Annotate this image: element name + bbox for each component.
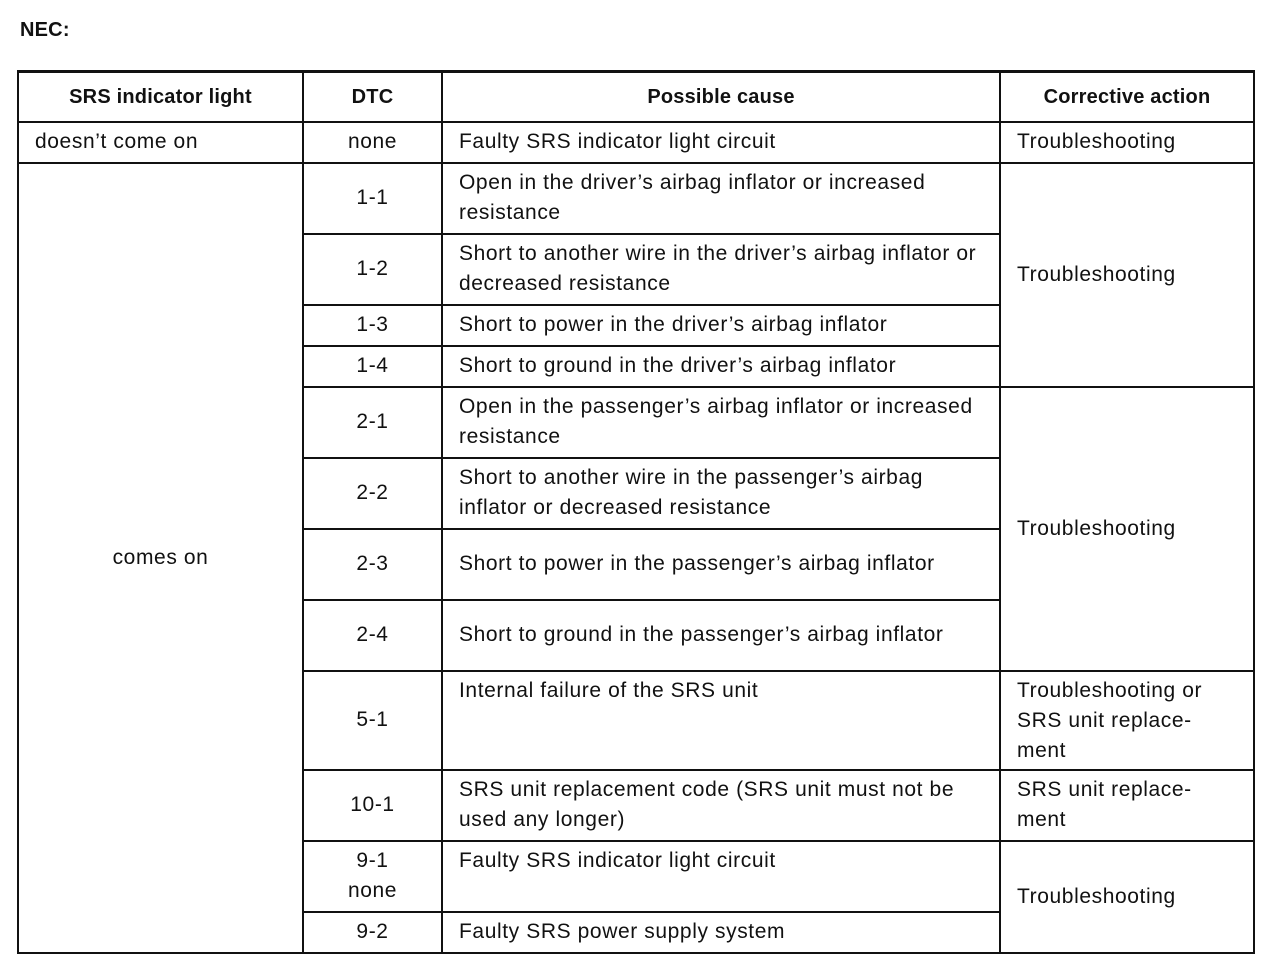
- indicator-light-cell-comes-on: comes on: [18, 163, 303, 953]
- action-cell: Troubleshooting: [1000, 122, 1254, 163]
- action-cell-unit-10-1: SRS unit replace-ment: [1000, 770, 1254, 841]
- header-corrective-action: Corrective action: [1000, 72, 1254, 122]
- cause-cell: Open in the passenger’s airbag inflator or increased resistance: [442, 387, 1000, 458]
- cause-cell: Short to another wire in the driver’s airbag inflator or decreased resistance: [442, 234, 1000, 305]
- dtc-cell-9-1: [303, 841, 442, 912]
- dtc-cell: 2-4: [303, 600, 442, 671]
- action-cell-power-group: Troubleshooting: [1000, 841, 1254, 953]
- table-header-row: [18, 72, 1254, 122]
- indicator-light-cell: doesn’t come on: [18, 122, 303, 163]
- dtc-cell: 1-3: [303, 305, 442, 346]
- dtc-cell: none: [303, 122, 442, 163]
- table-row: [18, 122, 1254, 163]
- cause-cell: Short to ground in the driver’s airbag inflator: [442, 346, 1000, 387]
- header-dtc: DTC: [303, 72, 442, 122]
- dtc-cell: 9-2: [303, 912, 442, 953]
- cause-cell: Internal failure of the SRS unit: [442, 671, 1000, 770]
- action-cell-passenger-group: Troubleshooting: [1000, 387, 1254, 671]
- header-possible-cause: Possible cause: [442, 72, 1000, 122]
- page-heading: NEC:: [20, 19, 70, 41]
- cause-cell: Faulty SRS indicator light circuit: [442, 122, 1000, 163]
- dtc-cell: 2-3: [303, 529, 442, 600]
- srs-dtc-table: [17, 70, 1255, 954]
- table-row: [18, 163, 1254, 234]
- dtc-cell: 1-4: [303, 346, 442, 387]
- cause-cell: Open in the driver’s airbag inflator or increased resistance: [442, 163, 1000, 234]
- cause-cell: Faulty SRS power supply system: [442, 912, 1000, 953]
- cause-cell: Short to ground in the passenger’s airbag inflator: [442, 600, 1000, 671]
- header-srs-indicator-light: SRS indicator light: [18, 72, 303, 122]
- dtc-cell: 1-1: [303, 163, 442, 234]
- dtc-cell: 10-1: [303, 770, 442, 841]
- action-cell-driver-group: Troubleshooting: [1000, 163, 1254, 387]
- dtc-cell: 2-1: [303, 387, 442, 458]
- cause-cell: Short to power in the driver’s airbag inflator: [442, 305, 1000, 346]
- dtc-cell: 5-1: [303, 671, 442, 770]
- cause-cell: SRS unit replacement code (SRS unit must not be used any longer): [442, 770, 1000, 841]
- dtc-cell: 2-2: [303, 458, 442, 529]
- cause-cell: Short to power in the passenger’s airbag inflator: [442, 529, 1000, 600]
- dtc-cell: 1-2: [303, 234, 442, 305]
- cause-cell: Faulty SRS indicator light circuit: [442, 841, 1000, 912]
- dtc-code: 9-1: [356, 849, 389, 872]
- cause-cell: Short to another wire in the passenger’s airbag inflator or decreased resistance: [442, 458, 1000, 529]
- dtc-code-alt: none: [347, 879, 398, 902]
- action-cell-unit-5-1: Troubleshooting or SRS unit replace-ment: [1000, 671, 1254, 770]
